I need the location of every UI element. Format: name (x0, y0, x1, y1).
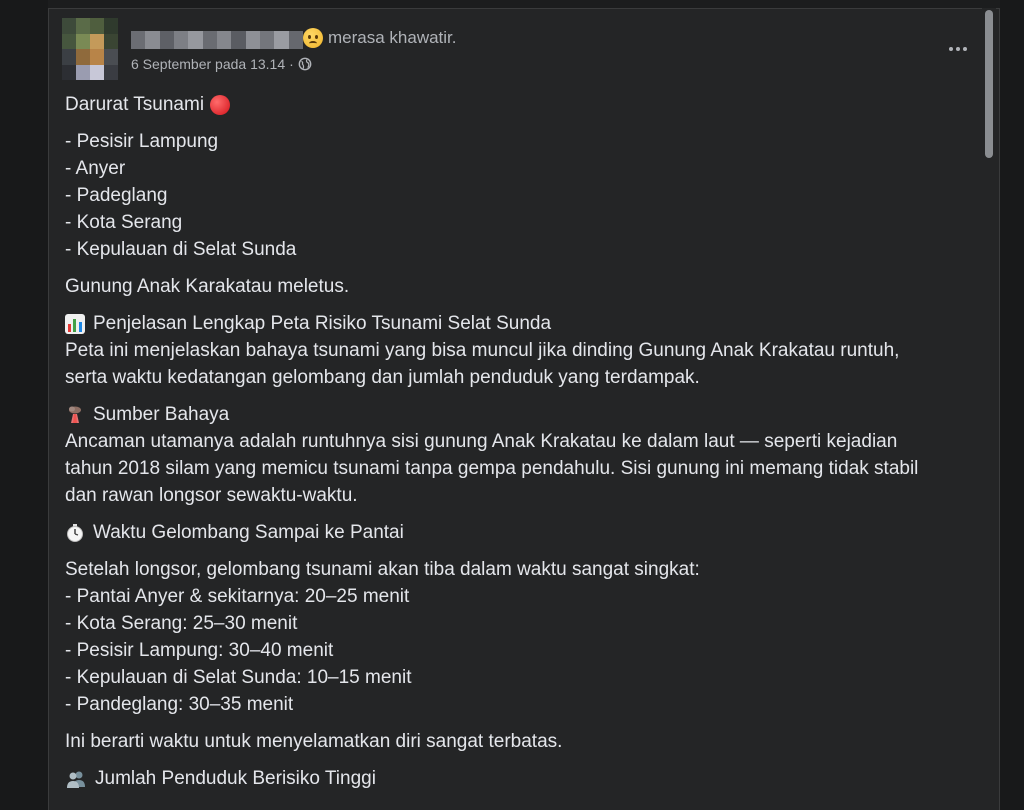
people-icon (65, 769, 87, 789)
conclusion-line: Ini berarti waktu untuk menyelamatkan diri sangat terbatas. (65, 731, 563, 752)
section-wave-time-heading (65, 519, 985, 546)
feeling-activity (303, 28, 457, 48)
section-population (65, 765, 985, 792)
paragraph-line: tahun 2018 silam yang memicu tsunami tanpa gempa pendahulu. Sisi gunung ini memang tidak stabil (65, 458, 919, 479)
paragraph-line: Peta ini menjelaskan bahaya tsunami yang bisa muncul jika dinding Gunung Anak Krakatau runtuh, (65, 340, 900, 361)
bar-chart-icon (65, 314, 85, 334)
post-text (65, 91, 985, 802)
previous-post-edge (48, 0, 1000, 8)
section-heading-text: Sumber Bahaya (93, 404, 230, 425)
paragraph-line: Setelah longsor, gelombang tsunami akan tiba dalam waktu sangat singkat: (65, 559, 700, 580)
post-timestamp[interactable]: 6 September pada 13.14 (131, 56, 286, 72)
section-heading (65, 519, 985, 546)
avatar[interactable] (62, 18, 118, 80)
section-heading (65, 765, 985, 792)
feeling-text: merasa khawatir. (328, 28, 457, 47)
section-heading-text: Waktu Gelombang Sampai ke Pantai (93, 522, 404, 543)
worried-face-icon (303, 28, 323, 48)
list-item: - Kepulauan di Selat Sunda (65, 239, 297, 260)
volcano-icon (65, 405, 85, 425)
section-hazard-source (65, 401, 985, 509)
list-item: - Pantai Anyer & sekitarnya: 20–25 menit (65, 586, 410, 607)
post-card (48, 8, 1000, 810)
erupt-line: Gunung Anak Karakatau meletus. (65, 276, 350, 297)
list-item: - Anyer (65, 158, 126, 179)
section-map-explanation (65, 310, 985, 391)
post-title: Darurat Tsunami (65, 94, 205, 115)
list-item: - Pandeglang: 30–35 menit (65, 694, 294, 715)
more-options-icon[interactable] (943, 39, 973, 59)
section-heading (65, 401, 985, 428)
post-meta (131, 56, 312, 72)
stopwatch-icon (65, 523, 85, 543)
paragraph-line: Ancaman utamanya adalah runtuhnya sisi gunung Anak Krakatau ke dalam laut — seperti kejadian (65, 431, 898, 452)
list-item: - Pesisir Lampung: 30–40 menit (65, 640, 334, 661)
section-heading-text: Penjelasan Lengkap Peta Risiko Tsunami Selat Sunda (93, 313, 552, 334)
area-list (65, 128, 985, 263)
list-item: - Kepulauan di Selat Sunda: 10–15 menit (65, 667, 412, 688)
list-item: - Kota Serang: 25–30 menit (65, 613, 298, 634)
paragraph-line: dan rawan longsor sewaktu-waktu. (65, 485, 358, 506)
section-heading (65, 310, 985, 337)
list-item: - Kota Serang (65, 212, 183, 233)
list-item: - Pesisir Lampung (65, 131, 219, 152)
red-circle-icon (210, 95, 230, 115)
list-item: - Padeglang (65, 185, 168, 206)
wave-time-list (65, 556, 985, 718)
meta-separator: · (289, 56, 294, 72)
paragraph-line: serta waktu kedatangan gelombang dan jumlah penduduk yang terdampak. (65, 367, 700, 388)
author-name-redacted[interactable] (131, 31, 303, 49)
section-heading-text: Jumlah Penduduk Berisiko Tinggi (95, 768, 376, 789)
post-title-line (65, 91, 985, 118)
scrollbar-thumb[interactable] (985, 10, 993, 158)
globe-icon[interactable] (298, 57, 312, 71)
